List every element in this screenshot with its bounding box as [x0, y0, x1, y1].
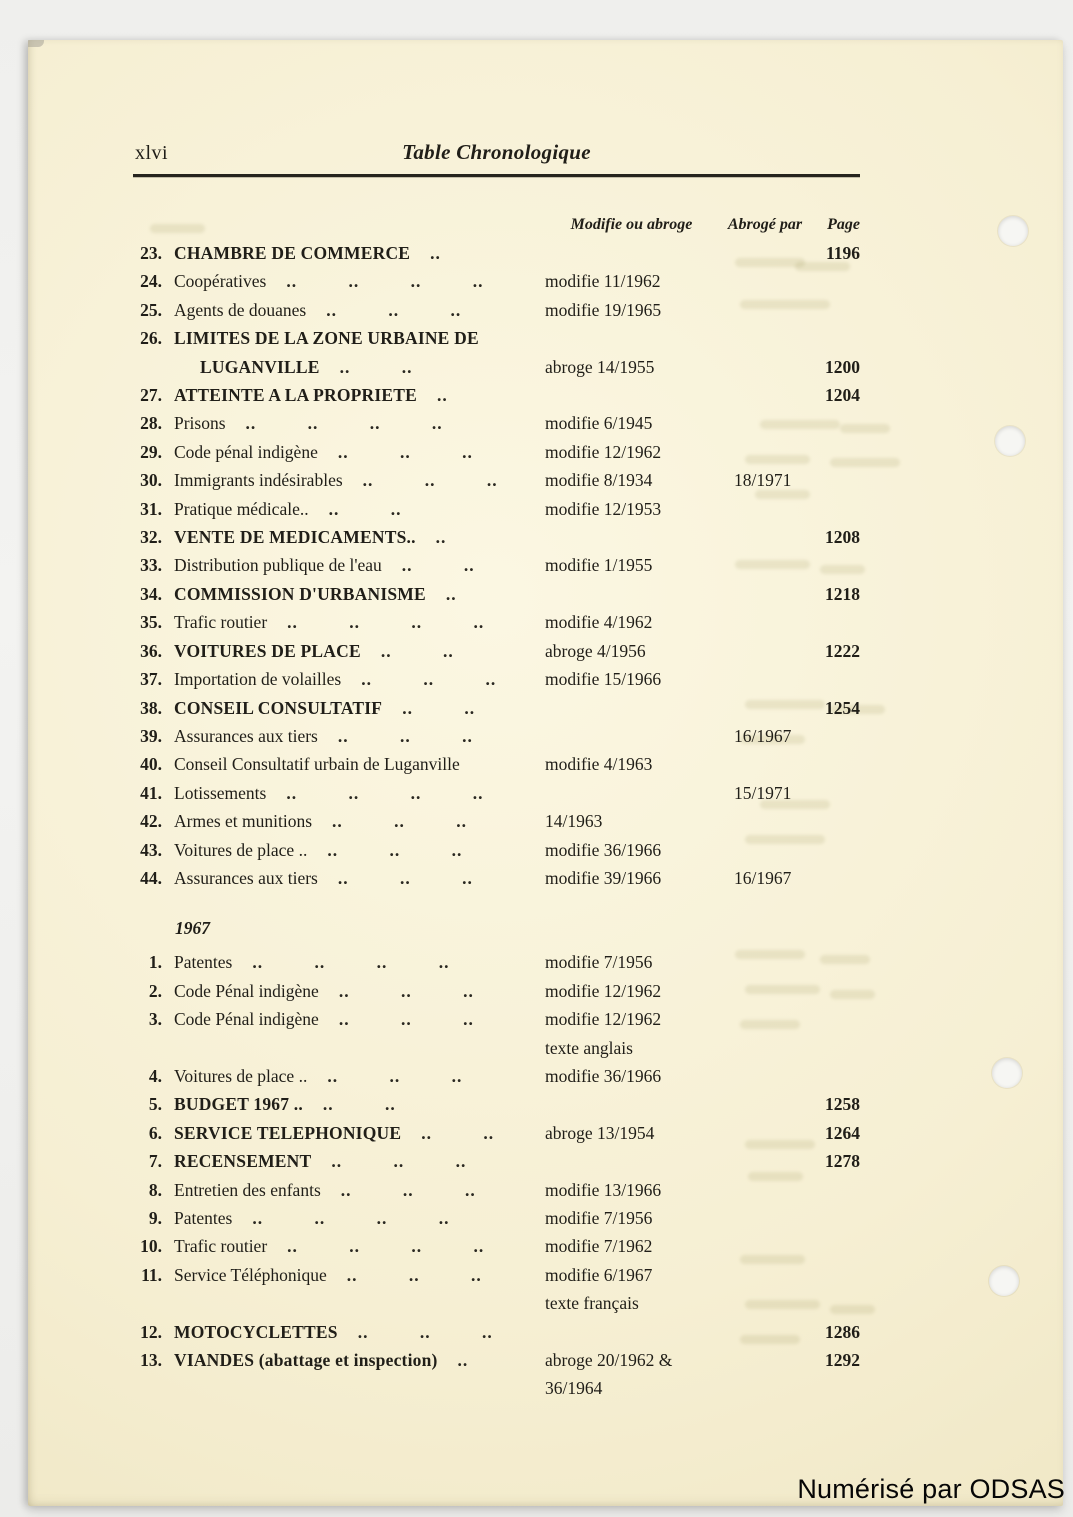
dot-leaders: .. .. ..: [337, 441, 473, 462]
entry-title: CONSEIL CONSULTATIF .. ..: [174, 697, 476, 718]
entry-page: [812, 438, 860, 466]
entry-modifie: abroge 4/1956: [545, 640, 646, 661]
entry-modifie: modifie 15/1966: [545, 669, 662, 690]
entry-abroge: [718, 1318, 812, 1346]
entry-number: 7.: [148, 1151, 162, 1172]
entry-page: [812, 948, 860, 976]
entry-modifie: modifie 12/1953: [545, 498, 662, 519]
entry-number: 28.: [140, 413, 162, 434]
dot-leaders: .. .. ..: [331, 1151, 467, 1172]
table-row: [133, 1232, 860, 1260]
entry-modifie: [545, 523, 718, 551]
entry-page: [812, 466, 860, 494]
entry-title: Assurances aux tiers .. .. ..: [174, 725, 473, 746]
entry-abroge: [718, 1090, 812, 1118]
entry-modifie: abroge 13/1954: [545, 1122, 655, 1143]
dot-leaders: .. .. .. ..: [245, 413, 443, 434]
dot-leaders: .. ..: [322, 1094, 396, 1115]
dot-leaders: ..: [430, 243, 441, 263]
entry-title: Patentes .. .. .. ..: [174, 1208, 450, 1228]
entry-abroge: [718, 495, 812, 523]
entry-title: Voitures de place .. .. .. ..: [174, 1065, 463, 1086]
entry-title: Importation de volailles .. .. ..: [174, 669, 497, 690]
entry-abroge: [718, 239, 812, 267]
dot-leaders: .. .. .. ..: [286, 782, 484, 803]
entry-modifie: modifie 4/1963: [545, 754, 653, 775]
dot-leaders: ..: [457, 1350, 469, 1371]
entry-abroge: [718, 608, 812, 636]
table-row: [133, 523, 860, 551]
entry-abroge: [718, 1119, 812, 1147]
entry-modifie: 14/1963: [545, 811, 603, 832]
entry-number: 5.: [148, 1094, 162, 1115]
entry-number: 6.: [148, 1122, 162, 1143]
dot-leaders: .. ..: [380, 640, 454, 661]
table-row: [133, 694, 860, 722]
entry-number: 29.: [140, 441, 162, 462]
entry-page: [812, 1062, 860, 1090]
entry-abroge: [718, 1204, 812, 1232]
table-row: [133, 381, 860, 409]
entry-modifie: modifie 7/1962: [545, 1236, 653, 1257]
table-row: [133, 1005, 860, 1062]
scanned-page: [28, 40, 1063, 1506]
entry-abroge: [718, 694, 812, 722]
entry-abroge: [718, 1346, 812, 1403]
entry-page: [812, 608, 860, 636]
entry-abroge: [718, 267, 812, 295]
table-row: [133, 722, 860, 750]
entry-modifie: modifie 6/1967 texte français: [545, 1264, 653, 1314]
entry-title: Armes et munitions .. .. ..: [174, 811, 468, 832]
entry-abroge: [718, 580, 812, 608]
entry-modifie: [545, 779, 718, 807]
entry-number: 1.: [148, 952, 162, 973]
dot-leaders: .. .. .. ..: [252, 952, 450, 973]
dot-leaders: .. .. ..: [326, 299, 462, 320]
punch-hole: [998, 216, 1028, 246]
entry-modifie: modifie 8/1934: [545, 470, 653, 491]
column-header-spacer: [171, 213, 545, 237]
entry-abroge: [718, 948, 812, 976]
entry-modifie: [545, 239, 718, 267]
entry-abroge: [718, 324, 812, 381]
table-row: [133, 1176, 860, 1204]
table-row: [133, 296, 860, 324]
entry-number: 32.: [140, 527, 162, 548]
table-row: [133, 495, 860, 523]
table-row: [133, 948, 860, 976]
entry-abroge: [718, 977, 812, 1005]
table-row: [133, 1204, 860, 1232]
entry-modifie: [545, 694, 718, 722]
entry-page: [812, 836, 860, 864]
entry-modifie: [545, 1090, 718, 1118]
entry-page: [812, 750, 860, 778]
entry-number: 40.: [140, 754, 162, 775]
entry-title: Voitures de place .. .. .. ..: [174, 839, 463, 860]
table-row: [133, 438, 860, 466]
entry-title: Lotissements .. .. .. ..: [174, 782, 484, 803]
page-title: Table Chronologique: [402, 140, 591, 164]
punch-hole: [989, 1266, 1019, 1296]
entry-number: 10.: [140, 1236, 162, 1257]
table-row: [133, 1147, 860, 1175]
table-row: [133, 239, 860, 267]
entry-number: 27.: [140, 385, 162, 406]
entry-title: Prisons .. .. .. ..: [174, 413, 443, 434]
entry-page: [812, 267, 860, 295]
entry-number: 42.: [140, 811, 162, 832]
table-row: [133, 1119, 860, 1147]
entry-number: 44.: [140, 867, 162, 888]
entry-number: 33.: [140, 555, 162, 576]
entry-abroge: 18/1971: [734, 470, 792, 491]
entry-abroge: [718, 523, 812, 551]
table-row: [133, 750, 860, 778]
entry-title: VENTE DE MEDICAMENTS.. ..: [174, 527, 447, 548]
entry-title: Agents de douanes .. .. ..: [174, 299, 462, 320]
table-row: [133, 1062, 860, 1090]
table-row: [133, 1090, 860, 1118]
entry-modifie: [545, 381, 718, 409]
entry-page: [812, 1232, 860, 1260]
entry-title: Entretien des enfants .. .. ..: [174, 1179, 476, 1200]
entry-number: 2.: [148, 980, 162, 1001]
entry-modifie: modifie 7/1956: [545, 952, 653, 973]
entry-number: 23.: [140, 243, 162, 263]
scan-artifact: [28, 40, 44, 47]
entry-title: Pratique médicale.. .. ..: [174, 498, 402, 519]
dot-leaders: .. ..: [421, 1122, 495, 1143]
entry-abroge: [718, 637, 812, 665]
entry-number: 37.: [140, 669, 162, 690]
entry-number: 9.: [148, 1208, 162, 1228]
entry-title: BUDGET 1967 .. .. ..: [174, 1094, 396, 1115]
entry-modifie: [545, 1318, 718, 1346]
table-row: [133, 608, 860, 636]
entry-title: ATTEINTE A LA PROPRIETE ..: [174, 385, 448, 406]
entry-modifie: abroge 14/1955: [545, 356, 655, 377]
entry-title: Code pénal indigène .. .. ..: [174, 441, 473, 462]
table-row: [133, 324, 860, 381]
entry-page: 1196: [825, 243, 860, 263]
dot-leaders: .. ..: [328, 498, 402, 519]
entry-title: Coopératives .. .. .. ..: [174, 271, 484, 292]
dot-leaders: .. .. ..: [361, 669, 497, 690]
entry-modifie: modifie 36/1966: [545, 839, 662, 860]
entry-modifie: modifie 39/1966: [545, 867, 662, 888]
entry-number: 11.: [141, 1264, 162, 1285]
entry-abroge: [718, 409, 812, 437]
entry-title: Patentes .. .. .. ..: [174, 952, 450, 973]
table-row: [133, 977, 860, 1005]
entry-modifie: modifie 1/1955: [545, 555, 653, 576]
column-header-modifie: Modifie ou abroge: [570, 216, 693, 233]
entry-page: 1208: [825, 527, 860, 548]
entry-title: Distribution publique de l'eau .. ..: [174, 555, 475, 576]
entry-title: Trafic routier .. .. .. ..: [174, 1236, 485, 1257]
entry-title: Code Pénal indigène .. .. ..: [174, 1009, 474, 1030]
dot-leaders: .. .. ..: [340, 1179, 476, 1200]
table-row: [133, 267, 860, 295]
entry-page: [812, 1005, 860, 1062]
entry-page: [812, 977, 860, 1005]
table-row: [133, 409, 860, 437]
entry-title: Conseil Consultatif urbain de Luganville: [174, 754, 460, 775]
dot-leaders: .. ..: [339, 356, 413, 377]
table-row: [133, 1261, 860, 1318]
dot-leaders: .. ..: [401, 555, 475, 576]
dot-leaders: ..: [435, 527, 447, 548]
entry-title: MOTOCYCLETTES .. .. ..: [174, 1321, 493, 1342]
entry-number: 43.: [140, 839, 162, 860]
entry-number: 26.: [140, 328, 162, 349]
section-heading: 1967: [175, 918, 210, 939]
entry-modifie: [545, 1147, 718, 1175]
dot-leaders: .. .. ..: [346, 1264, 482, 1285]
entry-number: 12.: [140, 1321, 162, 1342]
entry-number: 3.: [148, 1009, 162, 1030]
entry-number: 24.: [140, 271, 162, 292]
entry-number: 34.: [140, 583, 162, 604]
dot-leaders: .. .. .. ..: [252, 1208, 450, 1228]
entry-title: Assurances aux tiers .. .. ..: [174, 867, 473, 888]
entry-modifie: modifie 12/1962: [545, 980, 662, 1001]
entry-page: [812, 864, 860, 892]
entry-modifie: abroge 20/1962 & 36/1964: [545, 1350, 673, 1399]
entry-modifie: modifie 4/1962: [545, 612, 653, 633]
folio-number: xlvi: [135, 142, 169, 164]
entry-modifie: modifie 6/1945: [545, 413, 653, 434]
entry-abroge: 15/1971: [734, 782, 792, 803]
column-header-page: Page: [827, 216, 860, 233]
table-row: [133, 807, 860, 835]
entry-page: [812, 495, 860, 523]
entry-abroge: [718, 1176, 812, 1204]
table-row: [133, 466, 860, 494]
entry-number: 4.: [148, 1065, 162, 1086]
entry-title: VIANDES (abattage et inspection) ..: [174, 1350, 469, 1371]
entry-abroge: [718, 381, 812, 409]
entry-abroge: [718, 1232, 812, 1260]
entry-abroge: [718, 1261, 812, 1318]
table-row: [133, 864, 860, 892]
entry-title: Code Pénal indigène .. .. ..: [174, 980, 474, 1001]
entry-page: 1278: [825, 1151, 860, 1172]
entry-number: 35.: [140, 612, 162, 633]
entry-modifie: [545, 722, 718, 750]
entry-title: COMMISSION D'URBANISME ..: [174, 583, 457, 604]
entry-modifie: modifie 7/1956: [545, 1208, 653, 1228]
entry-page: [812, 409, 860, 437]
entry-page: [812, 1204, 860, 1232]
entry-title: VOITURES DE PLACE .. ..: [174, 640, 454, 661]
table-row: [133, 779, 860, 807]
dot-leaders: .. .. .. ..: [287, 1236, 485, 1257]
entry-abroge: [718, 438, 812, 466]
entry-page: 1258: [825, 1094, 860, 1115]
entry-modifie: modifie 36/1966: [545, 1065, 662, 1086]
entry-abroge: [718, 551, 812, 579]
entry-page: [812, 779, 860, 807]
entry-modifie: modifie 12/1962 texte anglais: [545, 1009, 662, 1058]
entry-page: 1222: [825, 640, 860, 661]
entry-abroge: [718, 836, 812, 864]
entry-title: RECENSEMENT .. .. ..: [174, 1151, 467, 1172]
dot-leaders: .. .. ..: [337, 867, 473, 888]
dot-leaders: .. .. .. ..: [287, 612, 485, 633]
dot-leaders: .. .. ..: [332, 811, 468, 832]
column-headers: [133, 213, 860, 237]
table-row: [133, 665, 860, 693]
dot-leaders: .. .. ..: [327, 1065, 463, 1086]
dot-leaders: ..: [437, 385, 448, 406]
dot-leaders: .. .. ..: [337, 725, 473, 746]
entry-number: 39.: [140, 725, 162, 746]
entry-number: 30.: [140, 470, 162, 491]
entry-abroge: [718, 750, 812, 778]
entry-modifie: modifie 12/1962: [545, 441, 662, 462]
entry-title: Trafic routier .. .. .. ..: [174, 612, 485, 633]
entry-number: 31.: [140, 498, 162, 519]
dot-leaders: .. ..: [402, 697, 476, 718]
entry-abroge: 16/1967: [734, 867, 792, 888]
entry-title: Service Téléphonique .. .. ..: [174, 1264, 482, 1285]
entry-page: 1264: [825, 1122, 860, 1143]
dot-leaders: ..: [445, 583, 457, 604]
entry-abroge: [718, 1005, 812, 1062]
entry-abroge: [718, 1147, 812, 1175]
entry-title: Immigrants indésirables .. .. ..: [174, 470, 498, 491]
entry-title: SERVICE TELEPHONIQUE .. ..: [174, 1122, 495, 1143]
entry-abroge: [718, 665, 812, 693]
dot-leaders: .. .. ..: [357, 1321, 493, 1342]
entry-modifie: [545, 580, 718, 608]
entry-page: [812, 722, 860, 750]
entry-number: 13.: [140, 1350, 162, 1371]
table-row: [133, 836, 860, 864]
entry-page: 1286: [825, 1321, 860, 1342]
entry-number: 41.: [140, 782, 162, 803]
entry-modifie: modifie 11/1962: [545, 271, 661, 292]
entry-page: [812, 807, 860, 835]
entry-number: 38.: [140, 697, 162, 718]
table-row: [133, 1318, 860, 1346]
entry-number: 36.: [140, 640, 162, 661]
table-row: [133, 580, 860, 608]
entry-abroge: 16/1967: [734, 725, 792, 746]
entry-page: 1218: [825, 583, 860, 604]
table-row: [133, 1346, 860, 1403]
entry-modifie: modifie 19/1965: [545, 299, 662, 320]
entry-page: 1200: [825, 356, 860, 377]
table-chronologique: [133, 140, 860, 1403]
table-row: [133, 551, 860, 579]
dot-leaders: .. .. ..: [327, 839, 463, 860]
entry-abroge: [718, 296, 812, 324]
entry-abroge: [718, 807, 812, 835]
entry-page: [812, 665, 860, 693]
entry-page: 1254: [825, 697, 860, 718]
entry-abroge: [718, 1062, 812, 1090]
entry-page: [812, 551, 860, 579]
header-rule: [133, 174, 860, 177]
entry-page: [812, 296, 860, 324]
column-header-spacer: [133, 213, 171, 237]
punch-hole: [995, 426, 1025, 456]
entry-page: 1204: [825, 385, 860, 406]
table-row: [133, 637, 860, 665]
odsas-watermark: Numérisé par ODSAS: [797, 1474, 1065, 1504]
entry-number: 8.: [148, 1179, 162, 1200]
dot-leaders: .. .. .. ..: [286, 271, 484, 292]
page-header: [133, 140, 860, 168]
entry-title: CHAMBRE DE COMMERCE ..: [174, 243, 441, 263]
dot-leaders: .. .. ..: [338, 980, 474, 1001]
entry-page: 1292: [825, 1350, 860, 1371]
dot-leaders: .. .. ..: [362, 470, 498, 491]
toc-body: [133, 239, 860, 1403]
dot-leaders: .. .. ..: [338, 1009, 474, 1030]
column-header-abroge: Abrogé par: [727, 216, 803, 233]
entry-page: [812, 1176, 860, 1204]
punch-hole: [992, 1058, 1022, 1088]
entry-page: [812, 1261, 860, 1318]
entry-title: LIMITES DE LA ZONE URBAINE DE LUGANVILLE .. ..: [174, 328, 479, 377]
entry-number: 25.: [140, 299, 162, 320]
entry-modifie: modifie 13/1966: [545, 1179, 662, 1200]
